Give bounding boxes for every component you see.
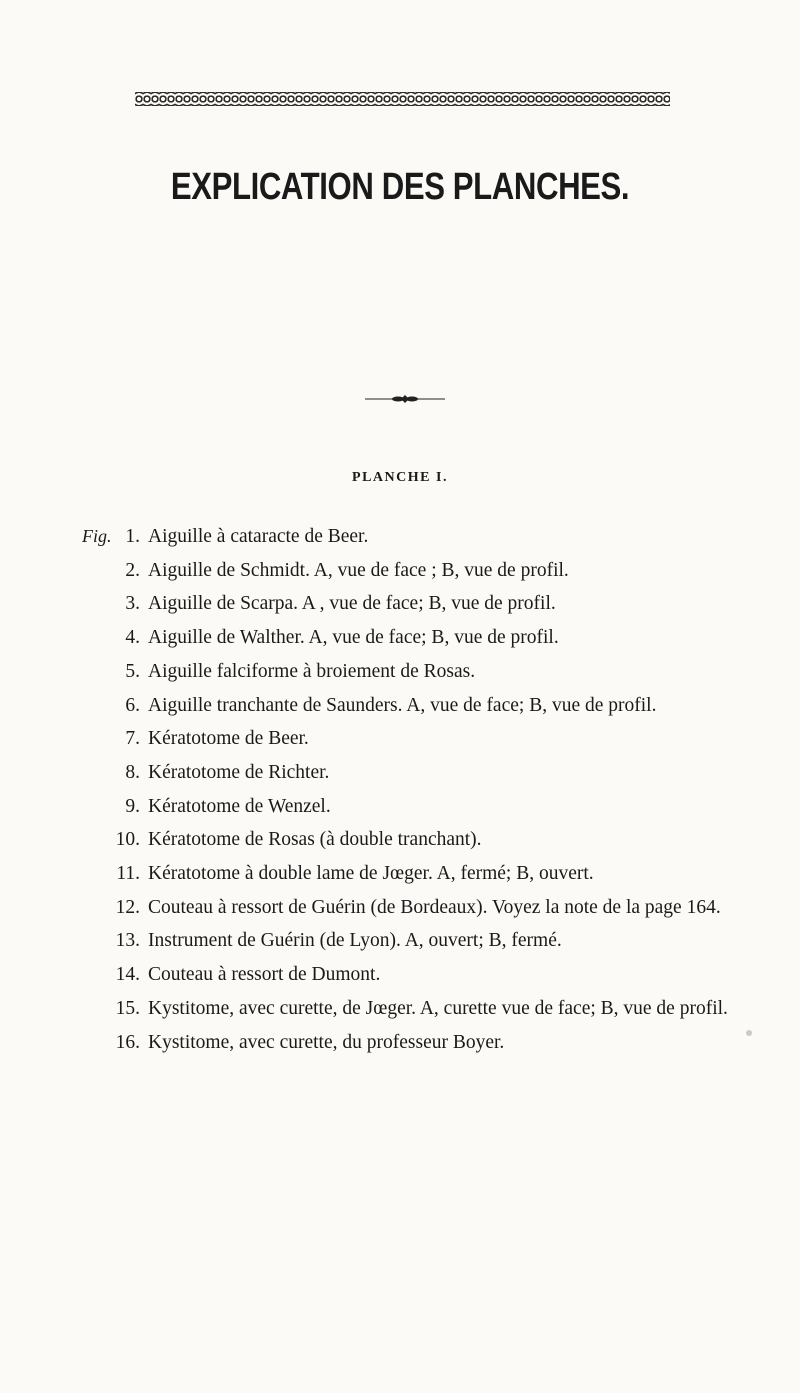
figure-caption: Aiguille de Walther. A, vue de face; B, vue de profil.	[148, 627, 559, 649]
figure-number: 7.	[125, 728, 140, 750]
figure-number: 16.	[115, 1031, 140, 1053]
figure-number: 1.	[125, 526, 140, 547]
figure-item	[88, 554, 728, 588]
fig-label: Fig.	[82, 526, 112, 546]
figure-caption: Kératotome de Richter.	[148, 761, 330, 783]
figure-number: 13.	[115, 930, 140, 952]
figure-item	[88, 621, 728, 655]
figure-caption: Instrument de Guérin (de Lyon). A, ouvert; B, fermé.	[148, 930, 562, 952]
paper-stain	[746, 1030, 752, 1036]
figure-item	[88, 823, 728, 857]
figure-item	[88, 689, 728, 723]
figure-caption: Kératotome de Beer.	[148, 728, 309, 750]
figure-number: 5.	[125, 660, 140, 682]
figure-caption: Kératotome de Rosas (à double tranchant).	[148, 829, 482, 851]
figure-caption: Kystitome, avec curette, de Jœger. A, curette vue de face; B, vue de profil.	[148, 997, 728, 1019]
page-title: EXPLICATION DES PLANCHES.	[170, 166, 630, 208]
figure-item	[88, 520, 728, 554]
figure-item	[88, 857, 728, 891]
figure-item	[88, 1026, 728, 1060]
figure-number: 12.	[115, 896, 140, 918]
figure-caption: Kératotome à double lame de Jœger. A, fermé; B, ouvert.	[148, 863, 594, 885]
figure-number: 2.	[125, 559, 140, 581]
figure-item	[88, 891, 728, 925]
figure-number: 6.	[125, 694, 140, 716]
figure-number: 9.	[125, 795, 140, 817]
figure-caption: Kystitome, avec curette, du professeur Boyer.	[148, 1031, 505, 1053]
figure-item	[88, 958, 728, 992]
figure-caption: Couteau à ressort de Guérin (de Bordeaux). Voyez la note de la page 164.	[148, 896, 721, 918]
figure-caption: Aiguille à cataracte de Beer.	[148, 526, 369, 547]
figure-item	[88, 790, 728, 824]
figure-item	[88, 655, 728, 689]
figure-number: 11.	[116, 863, 140, 885]
figure-number: 15.	[115, 997, 140, 1019]
figure-caption: Kératotome de Wenzel.	[148, 795, 331, 817]
figure-list	[82, 520, 728, 1059]
separator-ornament	[365, 393, 445, 405]
figure-caption: Couteau à ressort de Dumont.	[148, 964, 381, 986]
figure-caption: Aiguille tranchante de Saunders. A, vue de face; B, vue de profil.	[148, 694, 657, 716]
decorative-border	[135, 92, 670, 106]
figure-number: 3.	[125, 593, 140, 615]
figure-number: 8.	[125, 761, 140, 783]
figure-item	[88, 756, 728, 790]
figure-number: 10.	[115, 829, 140, 851]
figure-item	[88, 924, 728, 958]
figure-caption: Aiguille de Scarpa. A , vue de face; B, vue de profil.	[148, 593, 556, 615]
figure-item	[88, 722, 728, 756]
figure-number: 14.	[115, 964, 140, 986]
figure-item	[88, 992, 728, 1026]
figure-item	[88, 587, 728, 621]
figure-number: 4.	[125, 627, 140, 649]
figure-caption: Aiguille falciforme à broiement de Rosas.	[148, 660, 476, 682]
figure-caption: Aiguille de Schmidt. A, vue de face ; B, vue de profil.	[148, 559, 569, 581]
plate-heading: PLANCHE I.	[352, 470, 448, 485]
